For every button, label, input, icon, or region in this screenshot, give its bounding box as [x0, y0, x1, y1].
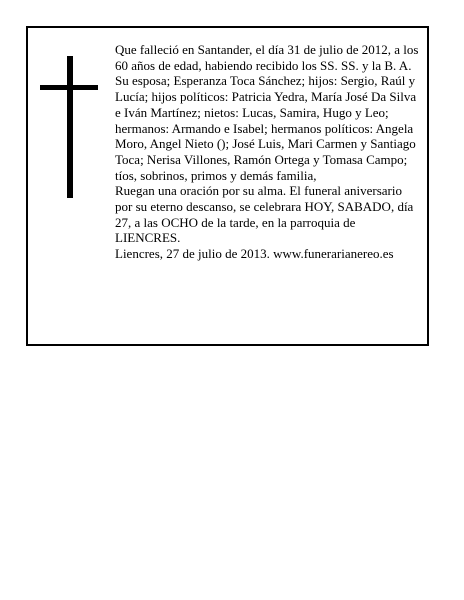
cross-icon — [40, 56, 98, 198]
notice-paragraph-family: Su esposa; Esperanza Toca Sánchez; hijos: Sergio, Raúl y Lucía; hijos políticos: Patricia Yedra, María José Da Silva e Iván Martínez; nietos: Lucas, Samira, Hugo y Leo; hermanos: Armando e Isabel; hermanos políticos: Angela Moro, Angel Nieto (); José Luis, Mari Carmen y Santiago Toca; Nerisa Villones, Ramón Ortega y Tomasa Campo; tíos, sobrinos, primos y demás familia, — [115, 73, 417, 183]
notice-paragraph-funeral: Ruegan una oración por su alma. El funeral aniversario por su eterno descanso, se celebrara HOY, SABADO, día 27, a las OCHO de la tarde, en la parroquia de LIENCRES. — [115, 183, 414, 246]
notice-text — [115, 42, 421, 262]
notice-paragraph-signature: Liencres, 27 de julio de 2013. www.funerarianereo.es — [115, 246, 394, 262]
notice-paragraph-death: Que falleció en Santander, el día 31 de julio de 2012, a los 60 años de edad, habiendo recibido los SS. SS. y la B. A. — [115, 42, 419, 73]
obituary-notice — [26, 26, 429, 346]
